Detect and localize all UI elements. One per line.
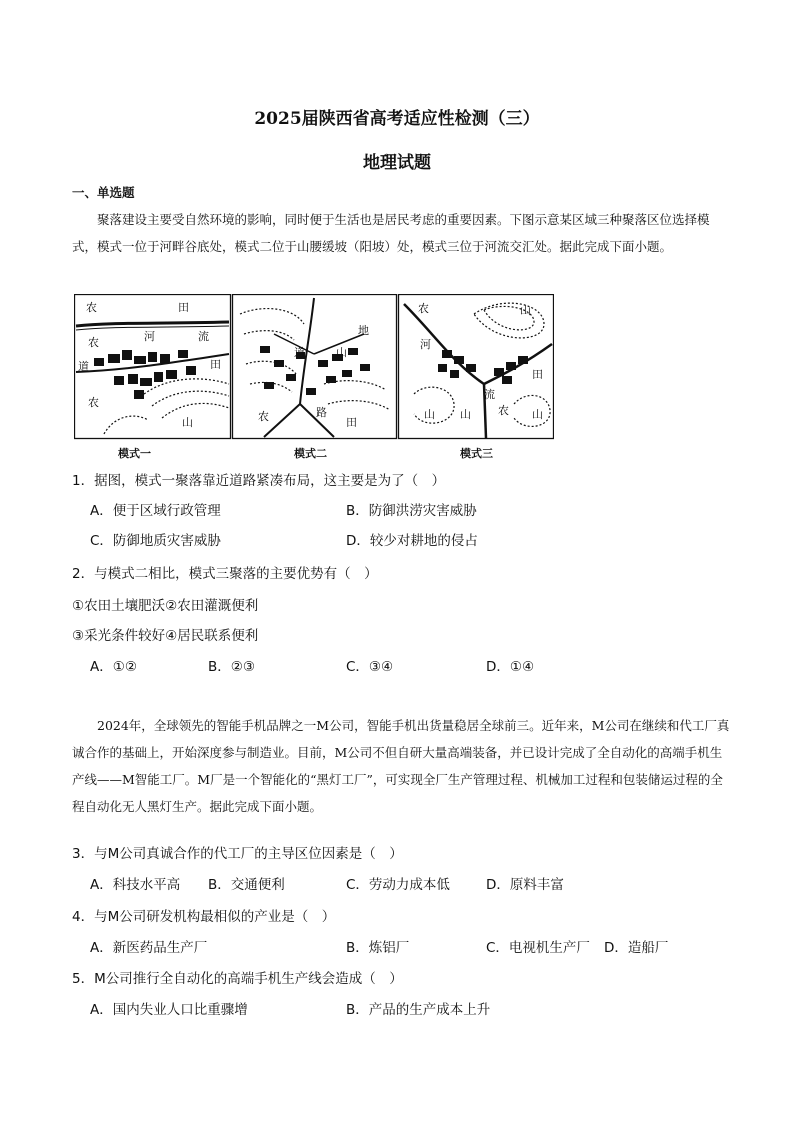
- map-label: 农: [258, 410, 269, 423]
- option-b[interactable]: B．炼铝厂: [346, 940, 410, 956]
- map-label: 山: [460, 408, 471, 421]
- option-b[interactable]: B．产品的生产成本上升: [346, 1002, 491, 1018]
- map-label: 山: [182, 416, 193, 429]
- option-a[interactable]: A．国内失业人口比重骤增: [90, 1002, 248, 1018]
- option-c[interactable]: C．防御地质灾害威胁: [90, 533, 221, 549]
- question-stem: 5．M公司推行全自动化的高端手机生产线会造成（ ）: [72, 971, 403, 987]
- map-label: 农: [88, 396, 99, 409]
- option-c[interactable]: C．电视机生产厂: [486, 940, 590, 956]
- map-label: 田: [532, 368, 543, 381]
- map-label: 山: [424, 408, 435, 421]
- map-label: 山: [336, 346, 347, 359]
- map-label: 流: [484, 388, 495, 401]
- map-label: 农: [88, 336, 99, 349]
- option-d[interactable]: D．造船厂: [604, 940, 669, 956]
- option-a[interactable]: A．新医药品生产厂: [90, 940, 208, 956]
- option-d[interactable]: D．原料丰富: [486, 877, 564, 893]
- option-b[interactable]: B．防御洪涝灾害威胁: [346, 503, 477, 519]
- question-stem: 2．与模式二相比，模式三聚落的主要优势有（ ）: [72, 566, 378, 582]
- question-item: ①农田土壤肥沃②农田灌溉便利: [72, 598, 259, 614]
- option-a[interactable]: A．①②: [90, 659, 137, 675]
- option-a[interactable]: A．科技水平高: [90, 877, 181, 893]
- map-label: 河: [420, 338, 431, 351]
- passage-1: 聚落建设主要受自然环境的影响，同时便于生活也是居民考虑的重要因素。下图示意某区域三种聚落区位选择模式，模式一位于河畔谷底处，模式二位于山腰缓坡（阳坡）处，模式三位于河流交汇处。据此完成下面小题。: [72, 212, 710, 254]
- map-label: 农: [418, 302, 429, 315]
- figure-caption: 模式一: [118, 447, 151, 460]
- section-heading: 一、单选题: [72, 185, 135, 200]
- map-label: 田: [178, 301, 189, 314]
- question-stem: 4．与M公司研发机构最相似的产业是（ ）: [72, 909, 336, 925]
- map-label: 山: [532, 408, 543, 421]
- map-label: 道: [78, 360, 89, 373]
- map-label: 山: [520, 304, 531, 317]
- map-label: 河: [144, 330, 155, 343]
- option-d[interactable]: D．①④: [486, 659, 535, 675]
- option-c[interactable]: C．劳动力成本低: [346, 877, 450, 893]
- map-label: 田: [346, 416, 357, 429]
- map-label: 田: [210, 358, 221, 371]
- settlement-maps-svg: [74, 294, 554, 440]
- question-item: ③采光条件较好④居民联系便利: [72, 628, 259, 644]
- question-stem: 3．与M公司真诚合作的代工厂的主导区位因素是（ ）: [72, 846, 403, 862]
- question-stem: 1．据图，模式一聚落靠近道路紧凑布局，这主要是为了（ ）: [72, 473, 446, 489]
- figure-caption: 模式二: [294, 447, 327, 460]
- option-a[interactable]: A．便于区域行政管理: [90, 503, 221, 519]
- map-label: 道: [294, 346, 305, 359]
- option-d[interactable]: D．较少对耕地的侵占: [346, 533, 478, 549]
- map-label: 地: [358, 324, 369, 337]
- map-label: 流: [198, 330, 209, 343]
- map-label: 路: [316, 406, 327, 419]
- paper-subtitle: 地理试题: [363, 153, 431, 173]
- map-label: 农: [498, 404, 509, 417]
- passage-2: 2024年，全球领先的智能手机品牌之一M公司，智能手机出货量稳居全球前三。近年来，M公司在继续和代工厂真诚合作的基础上，开始深度参与制造业。目前，M公司不但自研大量高端装备，并已设计完成了全自动化的高端手机生产线——M智能工厂。M厂是一个智能化的“黑灯工厂”，可实现全厂生产管理过程、机械加工过程和包装储运过程的全程自动化无人黑灯生产。据此完成下面小题。: [72, 718, 730, 814]
- option-b[interactable]: B．交通便利: [208, 877, 285, 893]
- option-c[interactable]: C．③④: [346, 659, 394, 675]
- map-label: 农: [86, 301, 97, 314]
- paper-title: 2025届陕西省高考适应性检测（三）: [254, 109, 540, 129]
- option-b[interactable]: B．②③: [208, 659, 255, 675]
- settlement-patterns-figure: [74, 294, 554, 440]
- figure-caption: 模式三: [460, 447, 493, 460]
